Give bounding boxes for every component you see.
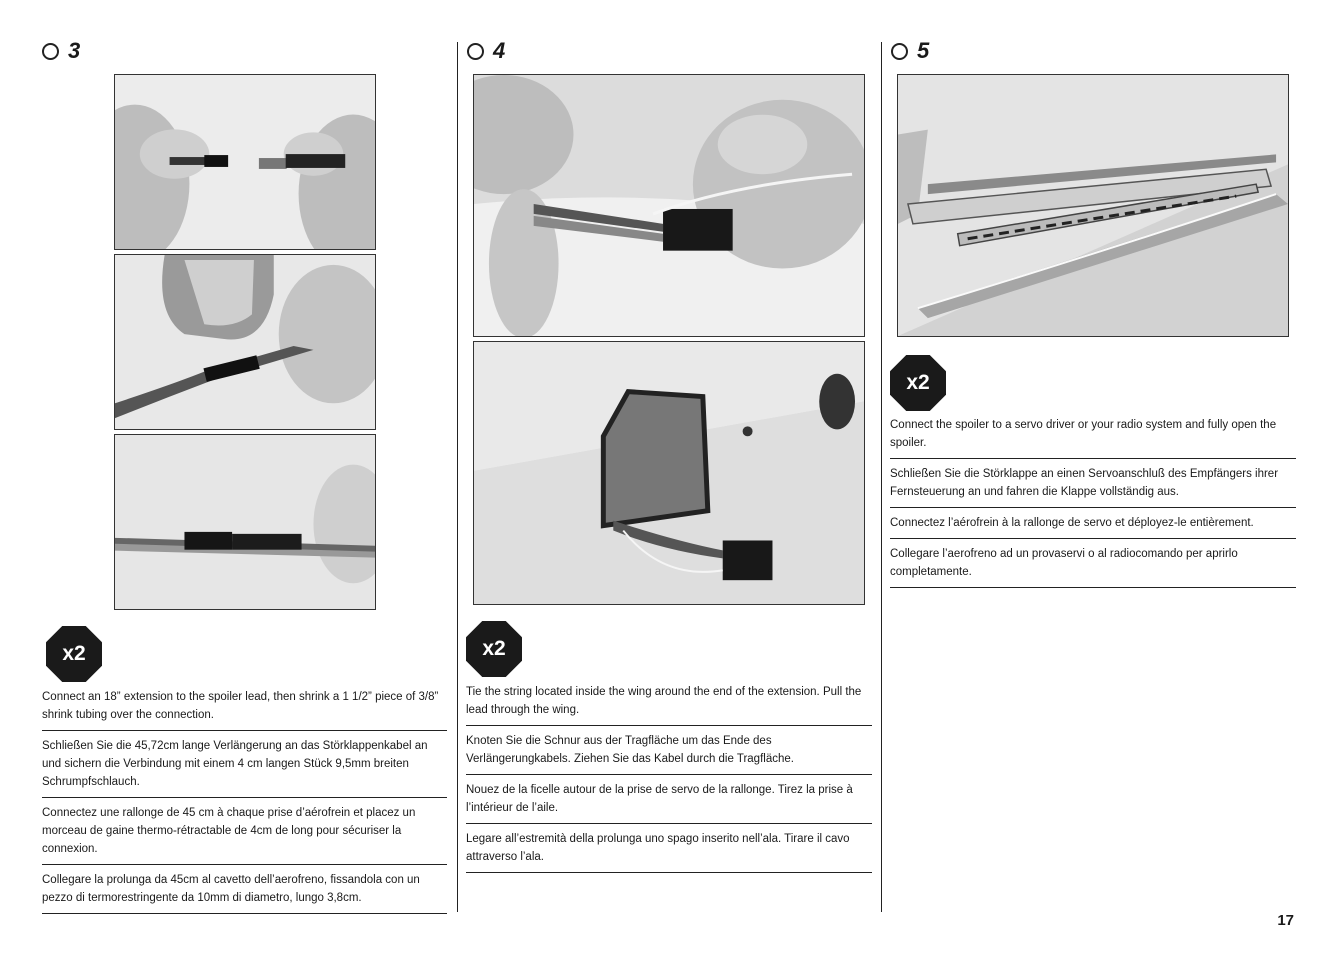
step-number: 3 (68, 38, 81, 63)
instruction-german: Knoten Sie die Schnur aus der Tragfläche um das Ende des Verlängerungkabels. Ziehen Sie das Kabel durch die Tragfläche. (466, 726, 872, 775)
step-checkbox[interactable] (467, 43, 484, 60)
instruction-italian: Legare all’estremità della prolunga uno spago inserito nell’ala. Tirare il cavo attraverso l’ala. (466, 824, 872, 873)
photo-connection-sealed (114, 434, 376, 610)
instructions (42, 682, 447, 914)
instructions (890, 410, 1296, 588)
quantity-badge (466, 621, 522, 677)
instructions (466, 677, 872, 873)
instruction-english: Connect an 18” extension to the spoiler lead, then shrink a 1 1/2” piece of 3/8” shrink tubing over the connection. (42, 682, 447, 731)
instruction-german: Schließen Sie die Störklappe an einen Servoanschluß des Empfängers ihrer Fernsteuerung an und fahren die Klappe vollständig aus. (890, 459, 1296, 508)
step-checkbox[interactable] (42, 43, 59, 60)
step-heading (42, 38, 80, 64)
page-number: 17 (1277, 912, 1294, 929)
instruction-english: Tie the string located inside the wing around the end of the extension. Pull the lead through the wing. (466, 677, 872, 726)
step-number: 5 (917, 38, 930, 63)
instruction-french: Nouez de la ficelle autour de la prise de servo de la rallonge. Tirez la prise à l’intérieur de l’aile. (466, 775, 872, 824)
instruction-english: Connect the spoiler to a servo driver or your radio system and fully open the spoiler. (890, 410, 1296, 459)
instruction-italian: Collegare l’aerofreno ad un provaservi o al radiocomando per aprirlo completamente. (890, 539, 1296, 588)
instruction-german: Schließen Sie die 45,72cm lange Verlängerung an das Störklappenkabel an und sichern die Verbindung mit einem 4 cm langen Stück 9,5mm breiten Schrumpfschlauch. (42, 731, 447, 798)
quantity-badge (890, 355, 946, 411)
quantity-badge (46, 626, 102, 682)
photo-shrink-tubing (114, 254, 376, 430)
badge-label: x2 (906, 371, 930, 394)
step-heading (891, 38, 929, 64)
step-checkbox[interactable] (891, 43, 908, 60)
photo-wing-hole (473, 341, 865, 605)
step-heading (467, 38, 505, 64)
step-number: 4 (493, 38, 506, 63)
column-divider (881, 42, 882, 912)
instruction-french: Connectez une rallonge de 45 cm à chaque prise d’aérofrein et placez un morceau de gaine thermo-rétractable de 4cm de long pour sécuriser la connexion. (42, 798, 447, 865)
instruction-italian: Collegare la prolunga da 45cm al cavetto dell’aerofreno, fissandola con un pezzo di termorestringente da 10mm di diametro, lungo 3,8cm. (42, 865, 447, 914)
badge-label: x2 (482, 637, 506, 660)
instruction-french: Connectez l’aérofrein à la rallonge de servo et déployez-le entièrement. (890, 508, 1296, 539)
photo-tie-string (473, 74, 865, 337)
photo-open-spoiler (897, 74, 1289, 337)
badge-label: x2 (62, 642, 86, 665)
column-divider (457, 42, 458, 912)
photo-connectors-apart (114, 74, 376, 250)
